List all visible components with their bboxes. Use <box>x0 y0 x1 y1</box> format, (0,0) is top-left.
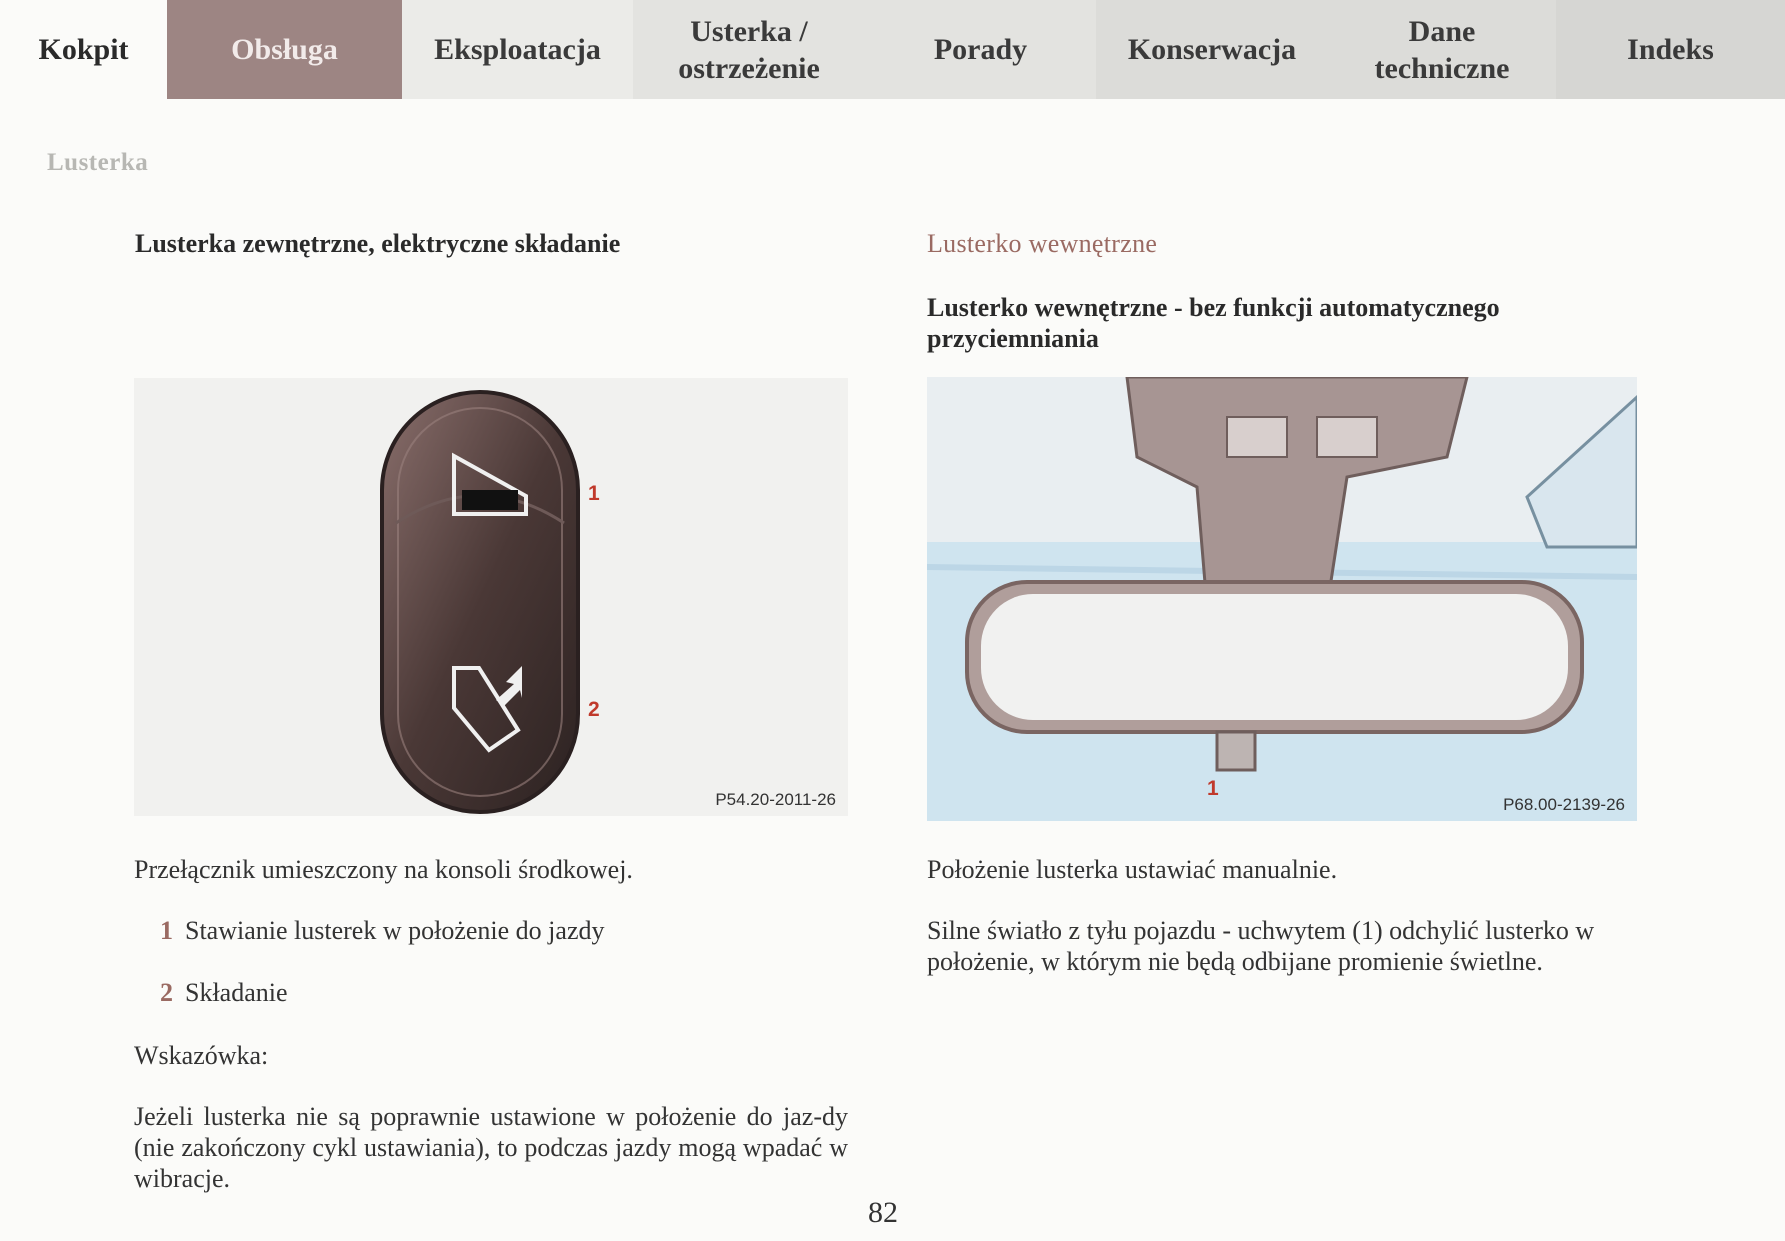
tab-indeks[interactable] <box>1556 0 1785 99</box>
note-text: Jeżeli lusterka nie są poprawnie ustawione w położenie do jaz-dy (nie zakończony cykl ustawiania), to podczas jazdy mogą wpadać w wibracje. <box>134 1102 848 1193</box>
list-item-text: Składanie <box>185 978 288 1007</box>
callout-2: 2 <box>588 698 600 721</box>
tab-konserwacja[interactable] <box>1096 0 1328 99</box>
page-number: 82 <box>868 1196 898 1229</box>
callout-1: 1 <box>588 482 600 505</box>
tab-label: Dane techniczne <box>1374 14 1510 85</box>
mirror-fold-switch-illustration <box>134 378 848 816</box>
left-caption: Przełącznik umieszczony na konsoli środkowej. <box>134 855 633 884</box>
tab-kokpit[interactable] <box>0 0 167 99</box>
left-heading: Lusterka zewnętrzne, elektryczne składanie <box>135 229 621 258</box>
list-item <box>160 915 604 946</box>
tab-label: Eksploatacja <box>434 33 601 66</box>
chapter-tabs <box>0 0 1785 99</box>
rear-view-mirror-illustration <box>927 377 1637 821</box>
list-item <box>160 977 288 1008</box>
figure-code: P68.00-2139-26 <box>1503 795 1625 814</box>
tab-obsluga[interactable] <box>167 0 402 99</box>
tab-usterka-ostrzezenie[interactable] <box>633 0 865 99</box>
tab-label: Porady <box>933 33 1028 66</box>
mirror-figure <box>927 377 1637 821</box>
right-para-1: Położenie lusterka ustawiać manualnie. <box>927 855 1338 884</box>
note-label: Wskazówka: <box>134 1041 269 1070</box>
right-subheading: Lusterko wewnętrzne - bez funkcji automatycznego przyciemniania <box>927 293 1500 353</box>
section-title: Lusterka <box>47 149 149 176</box>
tab-label: Konserwacja <box>1127 33 1297 66</box>
tab-eksploatacja[interactable] <box>402 0 633 99</box>
list-item-text: Stawianie lusterek w położenie do jazdy <box>185 916 605 945</box>
list-item-number: 2 <box>160 978 173 1007</box>
callout-1: 1 <box>1207 777 1219 800</box>
tab-porady[interactable] <box>865 0 1096 99</box>
tab-label: Usterka / ostrzeżenie <box>678 14 820 85</box>
tab-label: Indeks <box>1627 33 1714 66</box>
right-heading: Lusterko wewnętrzne <box>927 229 1158 258</box>
tab-label: Obsługa <box>231 33 338 66</box>
tab-dane-techniczne[interactable] <box>1328 0 1556 99</box>
switch-figure <box>134 378 848 816</box>
right-para-2: Silne światło z tyłu pojazdu - uchwytem (1) odchylić lusterko w położenie, w którym nie będą odbijane promienie świetlne. <box>927 916 1595 976</box>
tab-label: Kokpit <box>38 33 129 66</box>
list-item-number: 1 <box>160 916 173 945</box>
figure-code: P54.20-2011-26 <box>715 790 836 809</box>
